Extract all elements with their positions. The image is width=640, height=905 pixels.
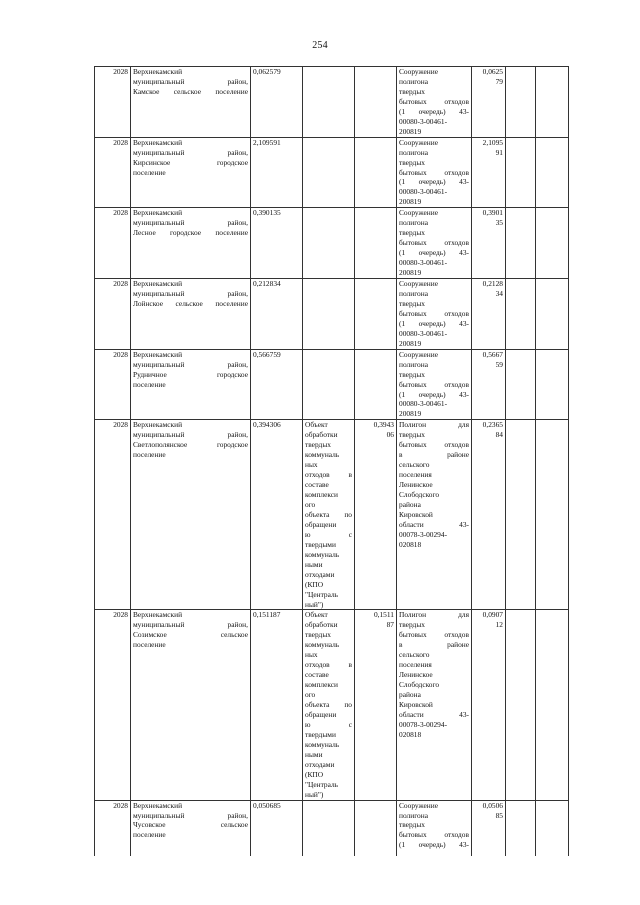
landfill-cell-line: в районе [399, 640, 469, 650]
landfill-cell-line: Кировской [399, 700, 433, 710]
landfill-cell-line: (1 очередь) 43- [399, 248, 469, 258]
landfill-share-cell [472, 208, 506, 279]
treatment-object-cell-line: ными [305, 559, 323, 569]
landfill-cell-line: Сооружение [399, 137, 438, 147]
treatment-object-cell-line: твердыми [305, 539, 336, 549]
landfill-cell-line: полигона [399, 359, 428, 369]
landfill-share-cell-line: 0,2128 [482, 279, 503, 289]
treatment-object-cell [303, 800, 355, 856]
landfill-cell [397, 137, 472, 208]
landfill-share-cell [472, 800, 506, 856]
landfill-cell-line: бытовых отходов [399, 379, 469, 389]
treatment-object-cell [303, 208, 355, 279]
share-cell: 0,566759 [251, 349, 303, 420]
municipality-cell [131, 420, 251, 610]
treatment-object-cell-line: коммуналь [305, 739, 340, 749]
municipality-cell-line: муниципальный район, [133, 620, 248, 630]
landfill-share-cell-line: 0,3901 [482, 208, 503, 218]
municipality-cell-line: Камское сельское поселение [133, 86, 248, 96]
landfill-share-cell [472, 420, 506, 610]
empty-cell [536, 420, 569, 610]
landfill-cell-line: бытовых отходов [399, 167, 469, 177]
landfill-cell-line: 020818 [399, 729, 422, 739]
landfill-cell-line: бытовых отходов [399, 630, 469, 640]
treatment-object-cell-line: комплекси [305, 680, 339, 690]
empty-cell [506, 208, 536, 279]
municipality-cell-line: Верхнекамский [133, 208, 183, 218]
landfill-cell-line: твердых [399, 86, 425, 96]
landfill-cell-line: 200819 [399, 197, 422, 207]
landfill-cell-line: Кировской [399, 509, 433, 519]
municipality-cell-line: муниципальный район, [133, 147, 248, 157]
treatment-object-cell [303, 137, 355, 208]
table-body [95, 67, 569, 857]
landfill-cell-line: твердых [399, 620, 425, 630]
landfill-cell-line: Сооружение [399, 349, 438, 359]
treatment-share-cell [355, 420, 397, 610]
year-cell: 2028 [95, 67, 131, 138]
table-row [95, 67, 569, 138]
municipality-cell-line: Рудничное городское [133, 369, 248, 379]
landfill-cell [397, 420, 472, 610]
landfill-cell-line: 00080-3-00461- [399, 399, 448, 409]
landfill-cell-line: твердых [399, 369, 425, 379]
landfill-share-cell [472, 279, 506, 350]
treatment-object-cell-line: твердых [305, 630, 331, 640]
treatment-object-cell-line: "Централь [305, 589, 339, 599]
share-cell: 2,109591 [251, 137, 303, 208]
year-cell: 2028 [95, 208, 131, 279]
municipality-cell-line: поселение [133, 640, 166, 650]
municipality-cell-line: поселение [133, 450, 166, 460]
municipality-cell [131, 279, 251, 350]
treatment-share-cell [355, 279, 397, 350]
municipality-cell-line: Кирсинское городское [133, 157, 248, 167]
landfill-share-cell-line: 0,0506 [482, 800, 503, 810]
treatment-share-cell [355, 610, 397, 800]
landfill-cell-line: (1 очередь) 43- [399, 318, 469, 328]
municipality-cell [131, 208, 251, 279]
landfill-cell-line: Полигон для [399, 420, 469, 430]
landfill-cell-line: района [399, 499, 421, 509]
landfill-cell-line: района [399, 690, 421, 700]
year-cell: 2028 [95, 137, 131, 208]
landfill-cell-line: полигона [399, 218, 428, 228]
landfill-cell-line: 200819 [399, 126, 422, 136]
empty-cell [536, 800, 569, 856]
treatment-object-cell-line: коммуналь [305, 549, 340, 559]
treatment-share-cell-line: 06 [386, 430, 394, 440]
empty-cell [536, 610, 569, 800]
municipality-cell-line: Верхнекамский [133, 420, 183, 430]
landfill-cell-line: Слободского [399, 490, 440, 500]
municipality-cell-line: муниципальный район, [133, 810, 248, 820]
landfill-cell-line: 200819 [399, 409, 422, 419]
treatment-object-cell-line: ный") [305, 789, 324, 799]
treatment-object-cell-line: отходами [305, 759, 335, 769]
municipality-cell-line: Верхнекамский [133, 279, 183, 289]
empty-cell [506, 349, 536, 420]
treatment-object-cell-line: обработки [305, 430, 338, 440]
treatment-object-cell-line: ю с [305, 529, 352, 539]
landfill-cell [397, 610, 472, 800]
year-cell: 2028 [95, 800, 131, 856]
landfill-cell [397, 208, 472, 279]
municipality-cell-line: Светлополянское городское [133, 440, 248, 450]
treatment-share-cell [355, 137, 397, 208]
share-cell: 0,212834 [251, 279, 303, 350]
landfill-cell-line: 200819 [399, 268, 422, 278]
municipality-cell-line: Созимское сельское [133, 630, 248, 640]
landfill-cell-line: (1 очередь) 43- [399, 840, 469, 850]
landfill-cell-line: бытовых отходов [399, 830, 469, 840]
treatment-object-cell [303, 67, 355, 138]
municipality-cell-line: Верхнекамский [133, 137, 183, 147]
landfill-cell-line: области 43- [399, 710, 469, 719]
municipality-cell-line: Верхнекамский [133, 67, 183, 76]
municipality-cell-line: поселение [133, 167, 166, 177]
landfill-share-cell-line: 79 [495, 76, 503, 86]
landfill-cell-line: полигона [399, 147, 428, 157]
landfill-cell-line: полигона [399, 76, 428, 86]
share-cell: 0,151187 [251, 610, 303, 800]
treatment-object-cell-line: "Централь [305, 779, 339, 789]
landfill-share-cell-line: 91 [495, 147, 503, 157]
table-row [95, 349, 569, 420]
treatment-object-cell-line: обращени [305, 710, 337, 719]
municipality-cell-line: Лойнское сельское поселение [133, 298, 248, 308]
treatment-object-cell-line: объекта по [305, 700, 352, 710]
landfill-share-cell-line: 0,0625 [482, 67, 503, 76]
treatment-object-cell-line: ого [305, 690, 316, 700]
empty-cell [536, 137, 569, 208]
treatment-object-cell-line: обработки [305, 620, 338, 630]
municipality-cell-line: муниципальный район, [133, 288, 248, 298]
year-cell: 2028 [95, 610, 131, 800]
landfill-cell-line: 00080-3-00461- [399, 328, 448, 338]
landfill-share-cell-line: 34 [495, 288, 503, 298]
empty-cell [506, 420, 536, 610]
table-row [95, 420, 569, 610]
landfill-share-cell-line: 0,2365 [482, 420, 503, 430]
landfill-share-cell-line: 12 [495, 620, 503, 630]
landfill-share-cell-line: 2,1095 [482, 137, 503, 147]
landfill-cell-line: Слободского [399, 680, 440, 690]
treatment-share-cell [355, 800, 397, 856]
treatment-share-cell [355, 208, 397, 279]
landfill-cell-line: (1 очередь) 43- [399, 389, 469, 399]
empty-cell [536, 349, 569, 420]
treatment-object-cell-line: ю с [305, 719, 352, 729]
landfill-cell [397, 349, 472, 420]
landfill-cell-line: 00078-3-00294- [399, 719, 448, 729]
landfill-cell-line: Сооружение [399, 800, 438, 810]
empty-cell [536, 67, 569, 138]
landfill-share-cell-line: 85 [495, 810, 503, 820]
treatment-object-cell-line: (КПО [305, 579, 324, 589]
landfill-share-cell [472, 610, 506, 800]
landfill-cell-line: поселения [399, 470, 432, 480]
treatment-object-cell-line: отходов в [305, 660, 352, 670]
share-cell: 0,050685 [251, 800, 303, 856]
landfill-cell-line: 00080-3-00461- [399, 187, 448, 197]
landfill-cell-line: области 43- [399, 519, 469, 529]
municipality-cell-line: муниципальный район, [133, 359, 248, 369]
treatment-object-cell-line: ных [305, 460, 318, 470]
landfill-share-cell-line: 35 [495, 218, 503, 228]
treatment-object-cell-line: ого [305, 499, 316, 509]
table-row [95, 208, 569, 279]
table-row [95, 800, 569, 856]
treatment-share-cell-line: 87 [386, 620, 394, 630]
year-cell: 2028 [95, 279, 131, 350]
treatment-object-cell-line: (КПО [305, 769, 324, 779]
landfill-cell-line: 200819 [399, 338, 422, 348]
treatment-object-cell-line: составе [305, 670, 329, 680]
treatment-object-cell-line: обращени [305, 519, 337, 529]
empty-cell [536, 208, 569, 279]
landfill-cell-line: 00080-3-00461- [399, 258, 448, 268]
treatment-object-cell [303, 420, 355, 610]
municipality-cell [131, 610, 251, 800]
share-cell: 0,062579 [251, 67, 303, 138]
year-cell: 2028 [95, 420, 131, 610]
treatment-object-cell [303, 610, 355, 800]
landfill-cell-line: поселения [399, 660, 432, 670]
municipality-cell-line: муниципальный район, [133, 430, 248, 440]
municipality-cell-line: поселение [133, 830, 166, 840]
treatment-object-cell-line: ными [305, 749, 323, 759]
municipality-cell [131, 137, 251, 208]
empty-cell [506, 279, 536, 350]
municipality-cell-line: поселение [133, 379, 166, 389]
treatment-object-cell [303, 279, 355, 350]
treatment-share-cell-line: 0,1511 [373, 610, 394, 620]
landfill-cell-line: полигона [399, 288, 428, 298]
empty-cell [506, 800, 536, 856]
share-cell: 0,394306 [251, 420, 303, 610]
treatment-object-cell-line: ный") [305, 599, 324, 609]
landfill-cell-line: твердых [399, 157, 425, 167]
empty-cell [506, 137, 536, 208]
municipality-cell-line: Чусовское сельское [133, 820, 248, 830]
landfill-cell-line: бытовых отходов [399, 440, 469, 450]
treatment-object-cell-line: комплекси [305, 490, 339, 500]
treatment-object-cell-line: составе [305, 480, 329, 490]
municipality-cell [131, 67, 251, 138]
landfill-cell-line: бытовых отходов [399, 308, 469, 318]
municipality-cell [131, 349, 251, 420]
municipality-cell-line: муниципальный район, [133, 76, 248, 86]
municipality-cell-line: Лесное городское поселение [133, 228, 248, 238]
landfill-cell-line: 00078-3-00294- [399, 529, 448, 539]
landfill-cell-line: 020818 [399, 539, 422, 549]
treatment-object-cell-line: Объект [305, 610, 328, 620]
landfill-share-cell [472, 137, 506, 208]
landfill-cell-line: сельского [399, 460, 430, 470]
treatment-object-cell [303, 349, 355, 420]
landfill-cell-line: (1 очередь) 43- [399, 177, 469, 187]
page-number: 254 [312, 40, 328, 51]
landfill-cell-line: Сооружение [399, 208, 438, 218]
landfill-cell-line: твердых [399, 228, 425, 238]
landfill-cell [397, 279, 472, 350]
landfill-cell [397, 67, 472, 138]
treatment-object-cell-line: отходами [305, 569, 335, 579]
landfill-cell-line: твердых [399, 430, 425, 440]
landfill-cell-line: твердых [399, 298, 425, 308]
landfill-cell-line: твердых [399, 820, 425, 830]
landfill-share-cell-line: 59 [495, 359, 503, 369]
landfill-share-cell-line: 0,0907 [482, 610, 503, 620]
share-cell: 0,390135 [251, 208, 303, 279]
treatment-object-cell-line: ных [305, 650, 318, 660]
municipality-cell-line: Верхнекамский [133, 610, 183, 620]
landfill-cell-line: Ленинское [399, 670, 433, 680]
landfill-cell-line: бытовых отходов [399, 238, 469, 248]
municipality-cell [131, 800, 251, 856]
empty-cell [506, 67, 536, 138]
landfill-cell [397, 800, 472, 856]
landfill-share-cell-line: 84 [495, 430, 503, 440]
treatment-object-cell-line: коммуналь [305, 450, 340, 460]
empty-cell [536, 279, 569, 350]
landfill-cell-line: полигона [399, 810, 428, 820]
treatment-object-cell-line: твердыми [305, 729, 336, 739]
treatment-object-cell-line: Объект [305, 420, 328, 430]
treatment-share-cell-line: 0,3943 [373, 420, 394, 430]
landfill-cell-line: (1 очередь) 43- [399, 106, 469, 116]
landfill-cell-line: сельского [399, 650, 430, 660]
landfill-share-cell [472, 349, 506, 420]
landfill-cell-line: Ленинское [399, 480, 433, 490]
landfill-cell-line: Полигон для [399, 610, 469, 620]
landfill-cell-line: 00080-3-00461- [399, 116, 448, 126]
table-row [95, 137, 569, 208]
landfill-share-cell [472, 67, 506, 138]
landfill-share-cell-line: 0,5667 [482, 349, 503, 359]
treatment-share-cell [355, 349, 397, 420]
table-row [95, 610, 569, 800]
landfill-cell-line: бытовых отходов [399, 96, 469, 106]
treatment-object-cell-line: объекта по [305, 509, 352, 519]
treatment-object-cell-line: твердых [305, 440, 331, 450]
treatment-object-cell-line: отходов в [305, 470, 352, 480]
data-table [94, 66, 569, 856]
municipality-cell-line: Верхнекамский [133, 349, 183, 359]
landfill-cell-line: Сооружение [399, 67, 438, 76]
municipality-cell-line: Верхнекамский [133, 800, 183, 810]
treatment-share-cell [355, 67, 397, 138]
municipality-cell-line: муниципальный район, [133, 218, 248, 228]
table-row [95, 279, 569, 350]
empty-cell [506, 610, 536, 800]
landfill-cell-line: Сооружение [399, 279, 438, 289]
treatment-object-cell-line: коммуналь [305, 640, 340, 650]
landfill-cell-line: в районе [399, 450, 469, 460]
year-cell: 2028 [95, 349, 131, 420]
